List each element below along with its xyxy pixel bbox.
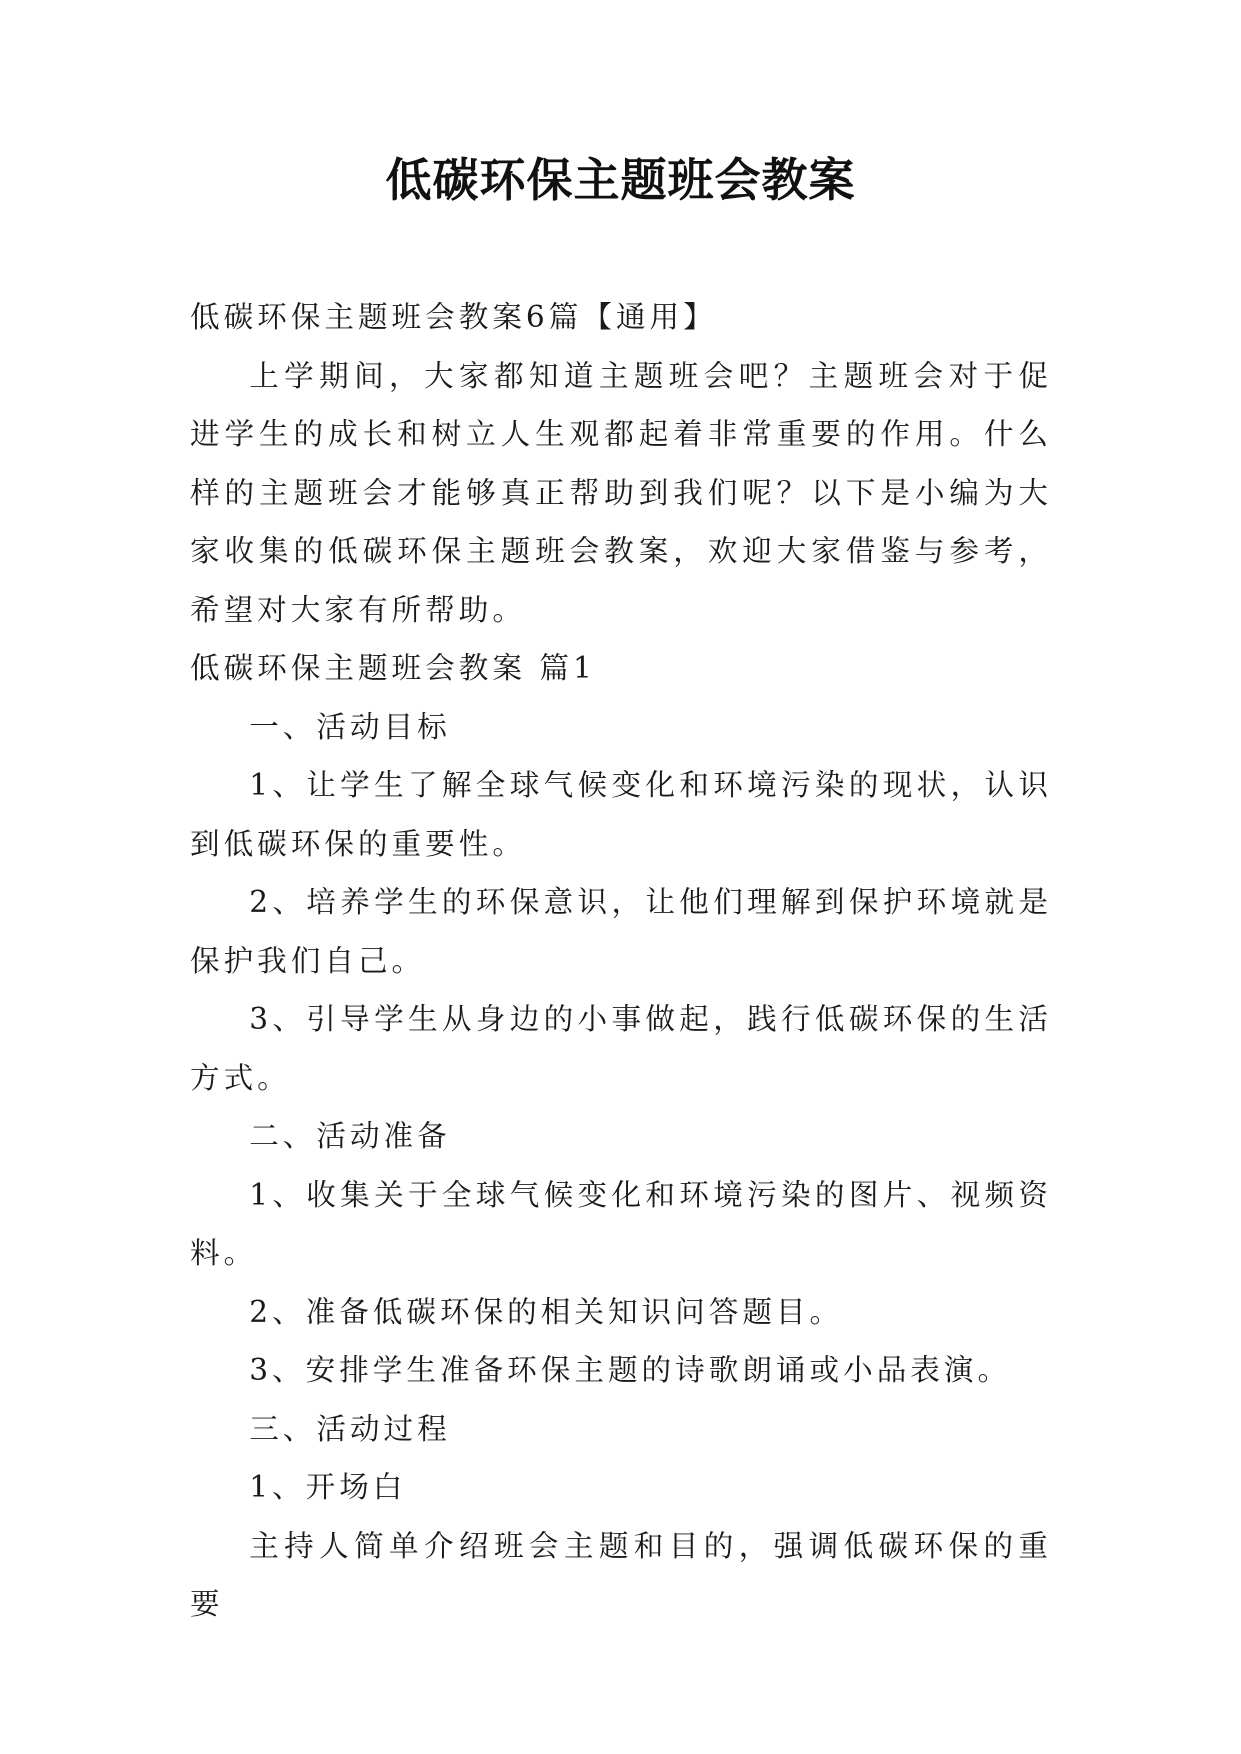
document-body (190, 288, 1052, 1634)
paragraph: 1、让学生了解全球气候变化和环境污染的现状，认识到低碳环保的重要性。 (190, 768, 1052, 861)
paragraph: 2、培养学生的环保意识，让他们理解到保护环境就是保护我们自己。 (190, 885, 1052, 978)
paragraph: 二、活动准备 (249, 1119, 451, 1153)
paragraph: 3、安排学生准备环保主题的诗歌朗诵或小品表演。 (249, 1353, 1012, 1387)
paragraph: 上学期间，大家都知道主题班会吧？主题班会对于促进学生的成长和树立人生观都起着非常重要的作用。什么样的主题班会才能够真正帮助到我们呢？以下是小编为大家收集的低碳环保主题班会教案，欢迎大家借鉴与参考，希望对大家有所帮助。 (190, 358, 1052, 627)
paragraph: 1、收集关于全球气候变化和环境污染的图片、视频资料。 (190, 1177, 1052, 1270)
document-title: 低碳环保主题班会教案 (385, 153, 856, 207)
paragraph: 低碳环保主题班会教案 篇1 (190, 651, 596, 685)
paragraph: 三、活动过程 (249, 1411, 451, 1446)
paragraph: 3、引导学生从身边的小事做起，践行低碳环保的生活方式。 (190, 1002, 1052, 1095)
paragraph: 主持人简单介绍班会主题和目的，强调低碳环保的重要 (190, 1528, 1052, 1621)
paragraph: 低碳环保主题班会教案6篇【通用】 (190, 300, 717, 334)
paragraph: 2、准备低碳环保的相关知识问答题目。 (249, 1294, 844, 1329)
paragraph: 一、活动目标 (249, 709, 451, 744)
paragraph: 1、开场白 (249, 1470, 407, 1504)
